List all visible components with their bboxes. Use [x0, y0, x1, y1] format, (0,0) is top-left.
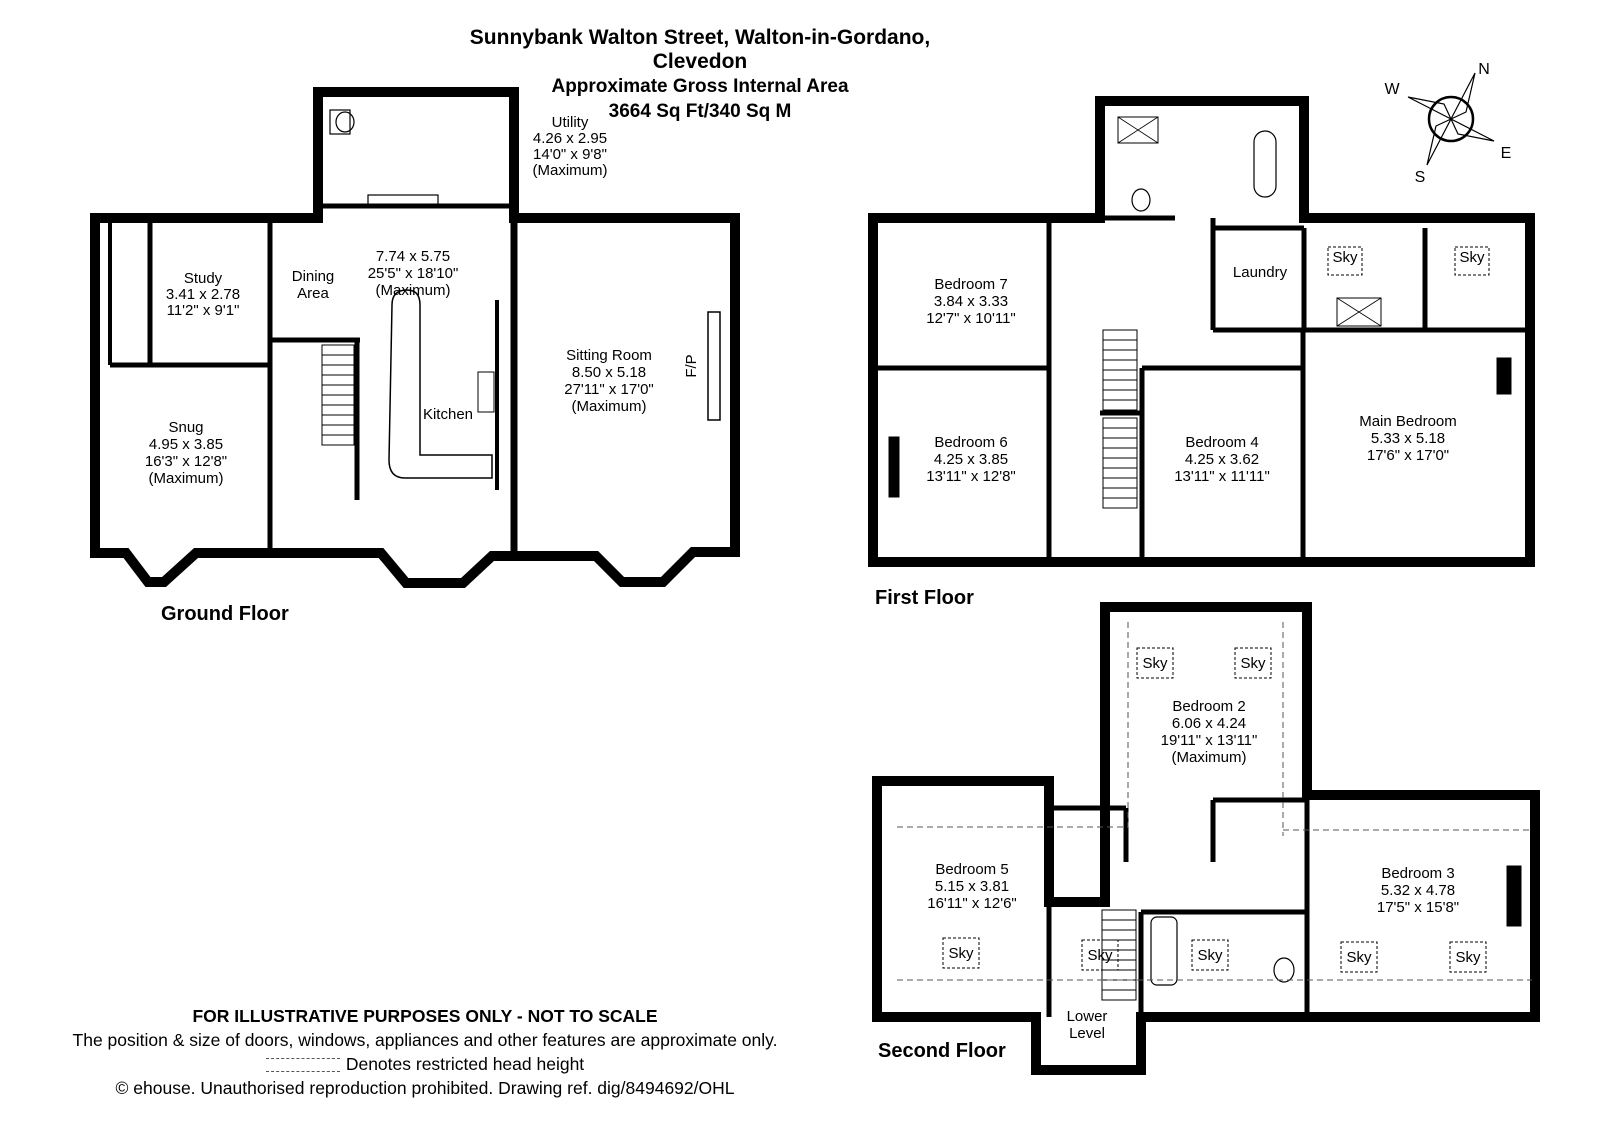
bedroom-3-label: Bedroom 3 5.32 x 4.78 17'5" x 15'8"	[1376, 865, 1460, 916]
first-floor-plan	[873, 101, 1530, 562]
restricted-head-height-swatch	[266, 1058, 340, 1072]
kitchen-label: Kitchen	[422, 406, 474, 423]
area-title: Approximate Gross Internal Area	[551, 76, 849, 97]
disclaimer-text: FOR ILLUSTRATIVE PURPOSES ONLY - NOT TO SCALE	[192, 1006, 658, 1026]
kitchen-dining-dimensions: 7.74 x 5.75 25'5" x 18'10" (Maximum)	[367, 248, 459, 299]
bedroom-6-label: Bedroom 6 4.25 x 3.85 13'11" x 12'8"	[926, 434, 1016, 485]
snug-label: Snug 4.95 x 3.85 16'3" x 12'8" (Maximum)	[144, 419, 228, 487]
compass-east: E	[1500, 145, 1512, 162]
skylight-label: Sky	[1455, 949, 1481, 966]
first-floor-title: First Floor	[875, 587, 974, 609]
skylight-label: Sky	[1142, 655, 1168, 672]
skylight-label: Sky	[1332, 249, 1358, 266]
copyright-text: © ehouse. Unauthorised reproduction prohibited. Drawing ref. dig/8494692/OHL	[115, 1078, 735, 1098]
sitting-room-label: Sitting Room 8.50 x 5.18 27'11" x 17'0" (Maximum)	[564, 347, 654, 415]
skylight-label: Sky	[1240, 655, 1266, 672]
utility-label: Utility 4.26 x 2.95 14'0" x 9'8" (Maximum)	[532, 114, 608, 179]
skylight-label: Sky	[1346, 949, 1372, 966]
bedroom-4-label: Bedroom 4 4.25 x 3.62 13'11" x 11'11"	[1174, 434, 1270, 485]
plan-footer	[30, 1004, 820, 1100]
main-bedroom-label: Main Bedroom 5.33 x 5.18 17'6" x 17'0"	[1359, 413, 1457, 464]
approximation-note: The position & size of doors, windows, appliances and other features are approximate only.	[72, 1030, 778, 1050]
bedroom-7-label: Bedroom 7 3.84 x 3.33 12'7" x 10'11"	[926, 276, 1016, 327]
property-address: Sunnybank Walton Street, Walton-in-Gordano, Clevedon	[469, 26, 931, 73]
second-floor-plan	[877, 607, 1535, 1070]
area-value: 3664 Sq Ft/340 Sq M	[608, 101, 792, 122]
lower-level-label: Lower Level	[1066, 1008, 1108, 1042]
bedroom-2-label: Bedroom 2 6.06 x 4.24 19'11" x 13'11" (Maximum)	[1160, 698, 1258, 766]
dining-area-label: Dining Area	[291, 268, 335, 302]
compass-rose-icon	[1408, 73, 1494, 165]
ground-floor-plan	[95, 92, 735, 583]
head-height-legend	[30, 1052, 820, 1076]
compass-labels	[1384, 61, 1511, 186]
skylight-label: Sky	[1459, 249, 1485, 266]
second-floor-title: Second Floor	[878, 1040, 1006, 1062]
legend-text: Denotes restricted head height	[345, 1054, 585, 1074]
fireplace-label: F/P	[683, 354, 700, 378]
bedroom-5-label: Bedroom 5 5.15 x 3.81 16'11" x 12'6"	[927, 861, 1017, 912]
second-floor-labels	[878, 655, 1481, 1062]
compass-south: S	[1414, 169, 1426, 186]
skylight-label: Sky	[1087, 947, 1113, 964]
skylight-label: Sky	[948, 945, 974, 962]
laundry-label: Laundry	[1232, 264, 1288, 281]
compass-west: W	[1384, 81, 1400, 98]
ground-floor-title: Ground Floor	[161, 603, 289, 625]
first-floor-labels	[875, 249, 1485, 609]
skylight-label: Sky	[1197, 947, 1223, 964]
compass-north: N	[1478, 61, 1490, 78]
study-label: Study 3.41 x 2.78 11'2" x 9'1"	[165, 270, 241, 319]
